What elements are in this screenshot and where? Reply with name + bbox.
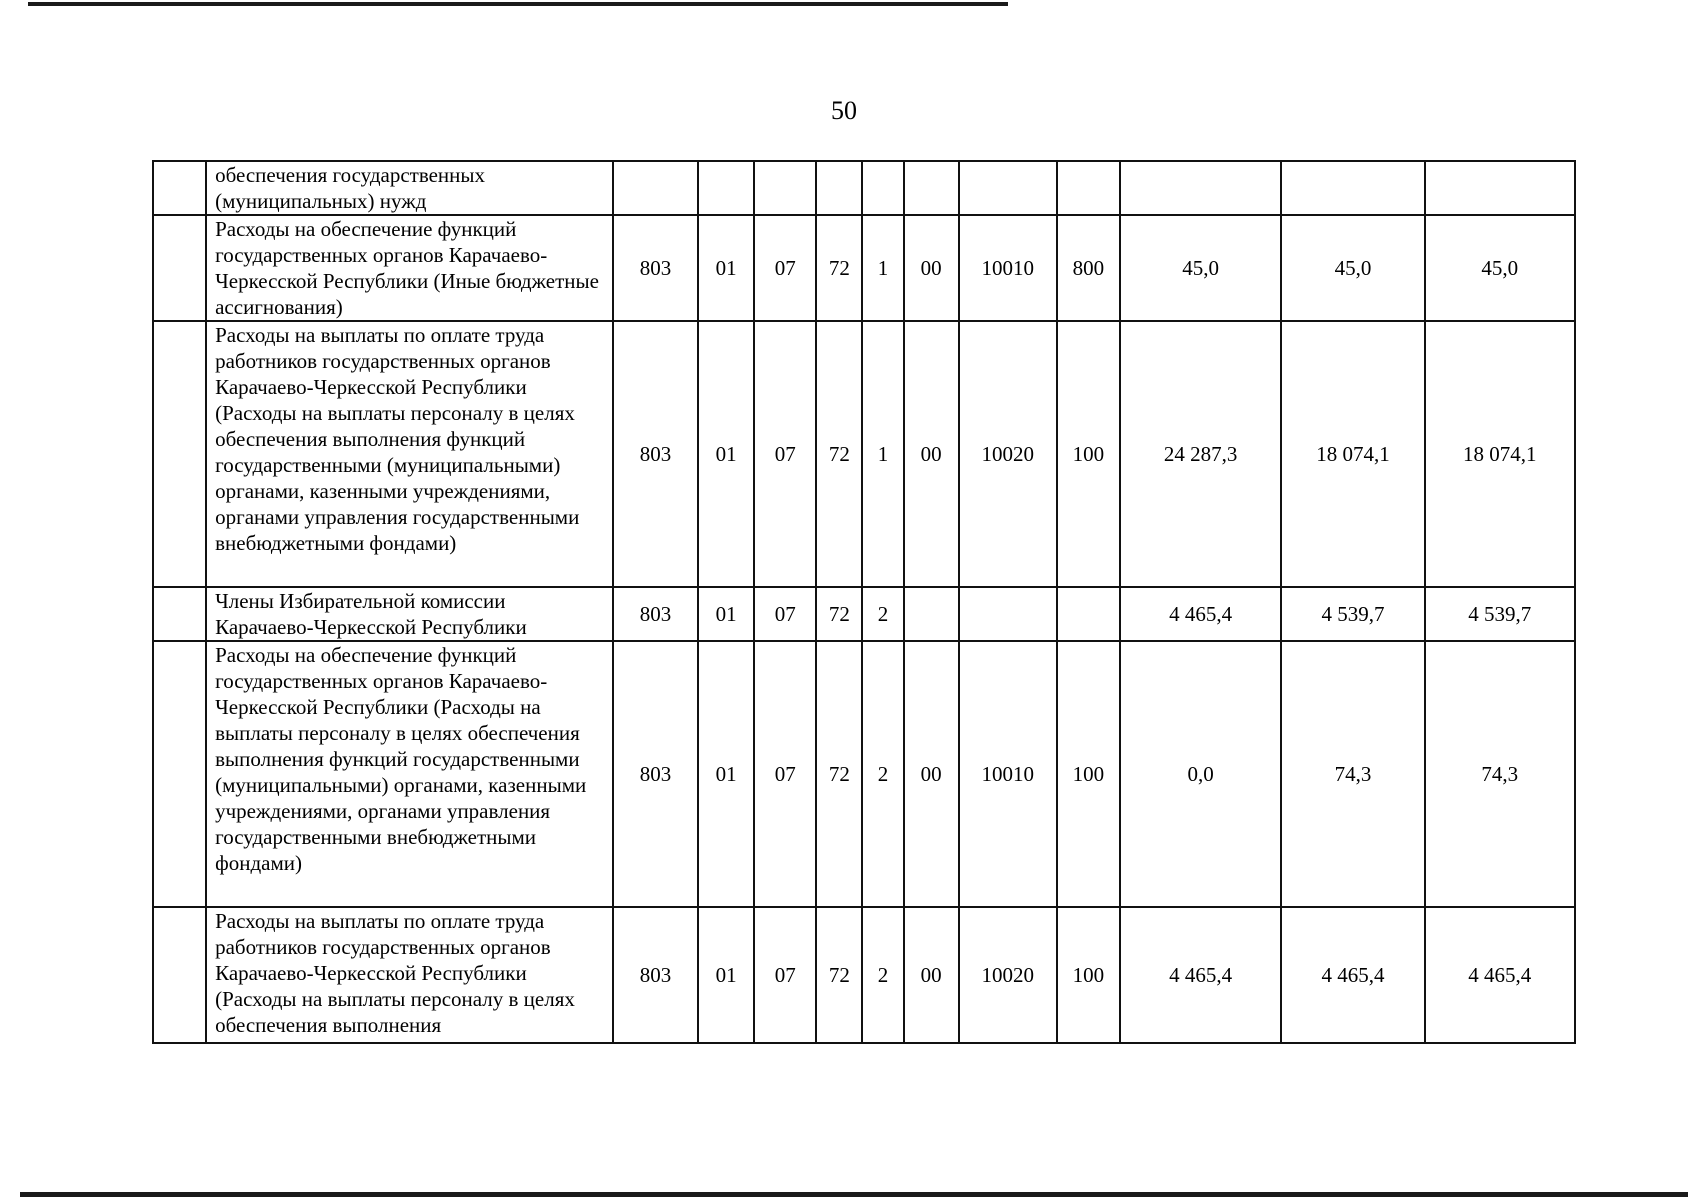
amount-year-1: 0,0 [1120,641,1281,907]
event-code: 00 [904,641,959,907]
amount-year-2: 4 539,7 [1281,587,1424,641]
expense-name: Расходы на обеспечение функций государственных органов Карачаево-Черкесской Республики (Расходы на выплаты персоналу в целях обеспечения выполнения функций государственными (муниципальными) органами, казенными учреждениями, органами управления государственными внебюджетными фондами) [206,641,613,907]
expense-name: Члены Избирательной комиссии Карачаево-Черкесской Республики [206,587,613,641]
expense-type-code: 100 [1057,907,1120,1043]
scan-edge-top [28,2,1008,6]
ministry-code: 803 [613,587,698,641]
event-code: 00 [904,321,959,587]
subprogram-code: 2 [862,641,903,907]
table-row [153,161,1575,215]
direction-code [959,161,1057,215]
direction-code [959,587,1057,641]
subprogram-code: 1 [862,321,903,587]
table-row [153,641,1575,907]
amount-year-1: 45,0 [1120,215,1281,321]
amount-year-3: 45,0 [1425,215,1575,321]
subprogram-code: 1 [862,215,903,321]
amount-year-2: 74,3 [1281,641,1424,907]
amount-year-1: 4 465,4 [1120,587,1281,641]
expense-name: Расходы на обеспечение функций государственных органов Карачаево-Черкесской Республики (Иные бюджетные ассигнования) [206,215,613,321]
row-index-cell [153,161,206,215]
table-row [153,587,1575,641]
section-code: 01 [698,641,754,907]
expense-type-code: 100 [1057,321,1120,587]
section-code: 01 [698,321,754,587]
ministry-code: 803 [613,907,698,1043]
expense-type-code [1057,587,1120,641]
subsection-code: 07 [754,587,816,641]
scan-edge-bottom [20,1192,1688,1197]
amount-year-1 [1120,161,1281,215]
expense-type-code: 800 [1057,215,1120,321]
page-number: 50 [831,96,857,125]
event-code [904,587,959,641]
subsection-code: 07 [754,641,816,907]
ministry-code: 803 [613,215,698,321]
expense-name: Расходы на выплаты по оплате труда работников государственных органов Карачаево-Черкесской Республики (Расходы на выплаты персоналу в целях обеспечения выполнения функций государственными (муниципальными) органами, казенными учреждениями, органами управления государственными внебюджетными фондами) [206,321,613,587]
section-code: 01 [698,215,754,321]
expense-name: Расходы на выплаты по оплате труда работников государственных органов Карачаево-Черкесской Республики (Расходы на выплаты персоналу в целях обеспечения выполнения [206,907,613,1043]
program-code: 72 [816,907,862,1043]
row-index-cell [153,641,206,907]
row-index-cell [153,587,206,641]
amount-year-3 [1425,161,1575,215]
amount-year-3: 4 539,7 [1425,587,1575,641]
subsection-code: 07 [754,321,816,587]
expense-type-code [1057,161,1120,215]
event-code: 00 [904,907,959,1043]
event-code [904,161,959,215]
table-row [153,215,1575,321]
subsection-code [754,161,816,215]
row-index-cell [153,907,206,1043]
expense-name: обеспечения государственных (муниципальных) нужд [206,161,613,215]
subprogram-code [862,161,903,215]
subsection-code: 07 [754,215,816,321]
amount-year-1: 4 465,4 [1120,907,1281,1043]
subprogram-code: 2 [862,907,903,1043]
program-code: 72 [816,321,862,587]
ministry-code: 803 [613,321,698,587]
ministry-code: 803 [613,641,698,907]
subsection-code: 07 [754,907,816,1043]
amount-year-3: 4 465,4 [1425,907,1575,1043]
row-index-cell [153,321,206,587]
program-code: 72 [816,215,862,321]
event-code: 00 [904,215,959,321]
amount-year-2 [1281,161,1424,215]
expense-type-code: 100 [1057,641,1120,907]
direction-code: 10020 [959,321,1057,587]
program-code: 72 [816,587,862,641]
subprogram-code: 2 [862,587,903,641]
table-row [153,321,1575,587]
amount-year-2: 45,0 [1281,215,1424,321]
table-row [153,907,1575,1043]
section-code [698,161,754,215]
amount-year-2: 18 074,1 [1281,321,1424,587]
ministry-code [613,161,698,215]
amount-year-3: 74,3 [1425,641,1575,907]
amount-year-1: 24 287,3 [1120,321,1281,587]
row-index-cell [153,215,206,321]
budget-table [152,160,1576,1044]
program-code [816,161,862,215]
direction-code: 10010 [959,641,1057,907]
section-code: 01 [698,587,754,641]
program-code: 72 [816,641,862,907]
direction-code: 10010 [959,215,1057,321]
section-code: 01 [698,907,754,1043]
amount-year-3: 18 074,1 [1425,321,1575,587]
amount-year-2: 4 465,4 [1281,907,1424,1043]
direction-code: 10020 [959,907,1057,1043]
